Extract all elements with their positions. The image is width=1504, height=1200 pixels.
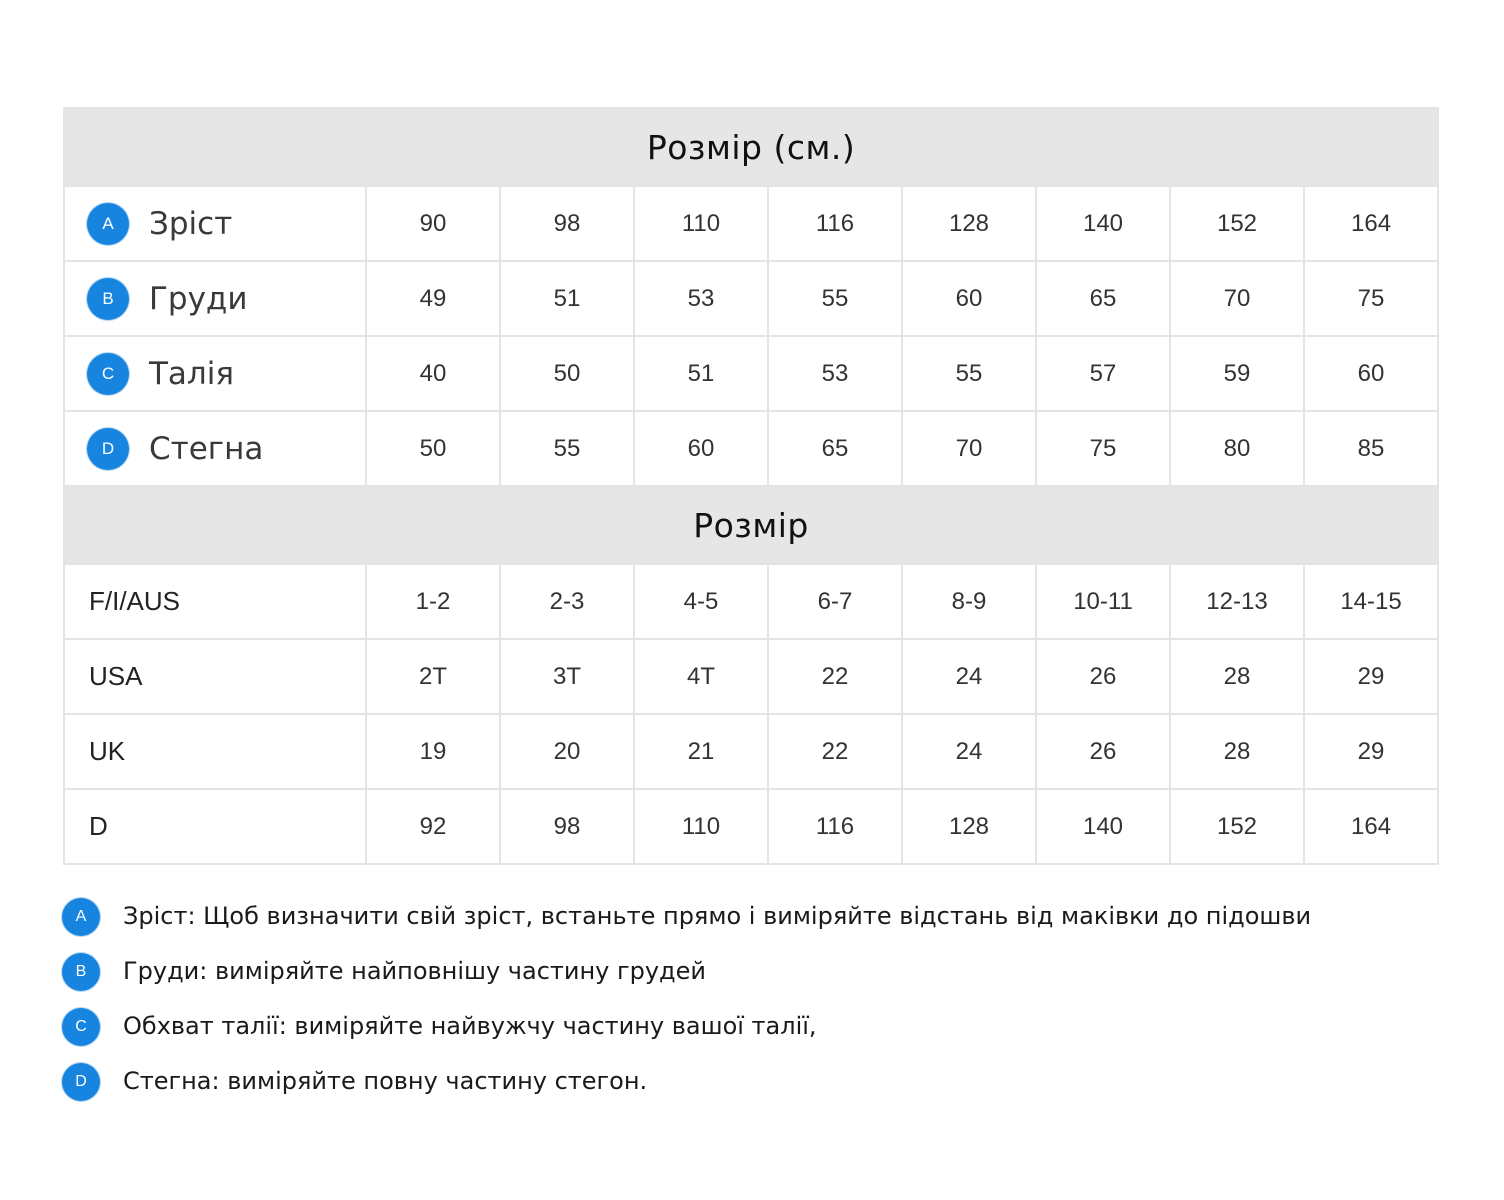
conversion-row <box>64 714 1438 789</box>
table-cell: 59 <box>1170 336 1304 411</box>
table-cell: 128 <box>902 789 1036 864</box>
table-cell: 60 <box>634 411 768 486</box>
table-cell: 51 <box>634 336 768 411</box>
badge-d-icon: D <box>62 1063 100 1101</box>
table-cell: 8-9 <box>902 564 1036 639</box>
note-text: Обхват талії: виміряйте найвужчу частину вашої талії, <box>123 1012 817 1040</box>
table-cell: 4-5 <box>634 564 768 639</box>
size-conversion-header: Розмір <box>64 486 1438 564</box>
table-cell: 28 <box>1170 639 1304 714</box>
table-cell: 75 <box>1304 261 1438 336</box>
region-label: USA <box>64 639 366 714</box>
region-label: D <box>64 789 366 864</box>
table-cell: 152 <box>1170 186 1304 261</box>
table-cell: 116 <box>768 186 902 261</box>
table-cell: 55 <box>500 411 634 486</box>
badge-a-icon: A <box>62 898 100 936</box>
table-cell: 29 <box>1304 714 1438 789</box>
table-cell: 98 <box>500 186 634 261</box>
table-cell: 22 <box>768 714 902 789</box>
table-cell: 164 <box>1304 789 1438 864</box>
table-cell: 90 <box>366 186 500 261</box>
table-cell: 98 <box>500 789 634 864</box>
table-cell: 53 <box>634 261 768 336</box>
table-cell: 21 <box>634 714 768 789</box>
note-text: Стегна: виміряйте повну частину стегон. <box>123 1067 648 1095</box>
table-cell: 3T <box>500 639 634 714</box>
table-cell: 116 <box>768 789 902 864</box>
table-cell: 65 <box>768 411 902 486</box>
table-cell: 60 <box>1304 336 1438 411</box>
table-cell: 60 <box>902 261 1036 336</box>
table-cell: 28 <box>1170 714 1304 789</box>
table-cell: 53 <box>768 336 902 411</box>
measurement-row-hips <box>64 411 1438 486</box>
note-item <box>62 898 1462 953</box>
measurements-header: Розмір (см.) <box>64 108 1438 186</box>
table-cell: 51 <box>500 261 634 336</box>
table-cell: 152 <box>1170 789 1304 864</box>
table-cell: 110 <box>634 789 768 864</box>
table-cell: 55 <box>768 261 902 336</box>
table-cell: 20 <box>500 714 634 789</box>
table-cell: 40 <box>366 336 500 411</box>
badge-b-icon: B <box>87 278 129 320</box>
table-cell: 57 <box>1036 336 1170 411</box>
measurement-notes <box>62 898 1462 1118</box>
table-cell: 85 <box>1304 411 1438 486</box>
table-cell: 128 <box>902 186 1036 261</box>
table-cell: 24 <box>902 639 1036 714</box>
conversion-row <box>64 789 1438 864</box>
table-cell: 4T <box>634 639 768 714</box>
table-cell: 10-11 <box>1036 564 1170 639</box>
table-cell: 80 <box>1170 411 1304 486</box>
table-cell: 140 <box>1036 789 1170 864</box>
badge-c-icon: C <box>62 1008 100 1046</box>
table-cell: 19 <box>366 714 500 789</box>
table-cell: 110 <box>634 186 768 261</box>
measurement-name: Талія <box>149 355 235 392</box>
note-text: Зріст: Щоб визначити свій зріст, встаньте прямо і виміряйте відстань від маківки до підошви <box>123 902 1312 930</box>
note-text: Груди: виміряйте найповнішу частину грудей <box>123 957 706 985</box>
table-cell: 164 <box>1304 186 1438 261</box>
table-cell: 2T <box>366 639 500 714</box>
table-cell: 75 <box>1036 411 1170 486</box>
conversion-row <box>64 639 1438 714</box>
table-cell: 65 <box>1036 261 1170 336</box>
size-chart-table <box>63 107 1439 865</box>
badge-d-icon: D <box>87 428 129 470</box>
measurement-row-height <box>64 186 1438 261</box>
table-cell: 70 <box>902 411 1036 486</box>
conversion-row <box>64 564 1438 639</box>
table-cell: 12-13 <box>1170 564 1304 639</box>
region-label: UK <box>64 714 366 789</box>
measurement-row-waist <box>64 336 1438 411</box>
table-cell: 70 <box>1170 261 1304 336</box>
table-cell: 22 <box>768 639 902 714</box>
measurement-label <box>64 336 366 411</box>
table-cell: 140 <box>1036 186 1170 261</box>
table-cell: 50 <box>500 336 634 411</box>
measurement-label <box>64 411 366 486</box>
measurement-label <box>64 261 366 336</box>
note-item <box>62 953 1462 1008</box>
table-cell: 6-7 <box>768 564 902 639</box>
measurement-name: Стегна <box>149 430 264 467</box>
note-item <box>62 1008 1462 1063</box>
badge-a-icon: A <box>87 203 129 245</box>
table-cell: 55 <box>902 336 1036 411</box>
table-cell: 26 <box>1036 639 1170 714</box>
table-cell: 29 <box>1304 639 1438 714</box>
table-cell: 50 <box>366 411 500 486</box>
measurement-row-chest <box>64 261 1438 336</box>
table-cell: 26 <box>1036 714 1170 789</box>
table-cell: 24 <box>902 714 1036 789</box>
region-label: F/I/AUS <box>64 564 366 639</box>
note-item <box>62 1063 1462 1118</box>
badge-c-icon: C <box>87 353 129 395</box>
table-cell: 14-15 <box>1304 564 1438 639</box>
table-cell: 2-3 <box>500 564 634 639</box>
badge-b-icon: B <box>62 953 100 991</box>
table-cell: 49 <box>366 261 500 336</box>
measurement-name: Груди <box>149 280 248 317</box>
measurement-label <box>64 186 366 261</box>
table-cell: 1-2 <box>366 564 500 639</box>
table-cell: 92 <box>366 789 500 864</box>
measurement-name: Зріст <box>149 205 233 242</box>
